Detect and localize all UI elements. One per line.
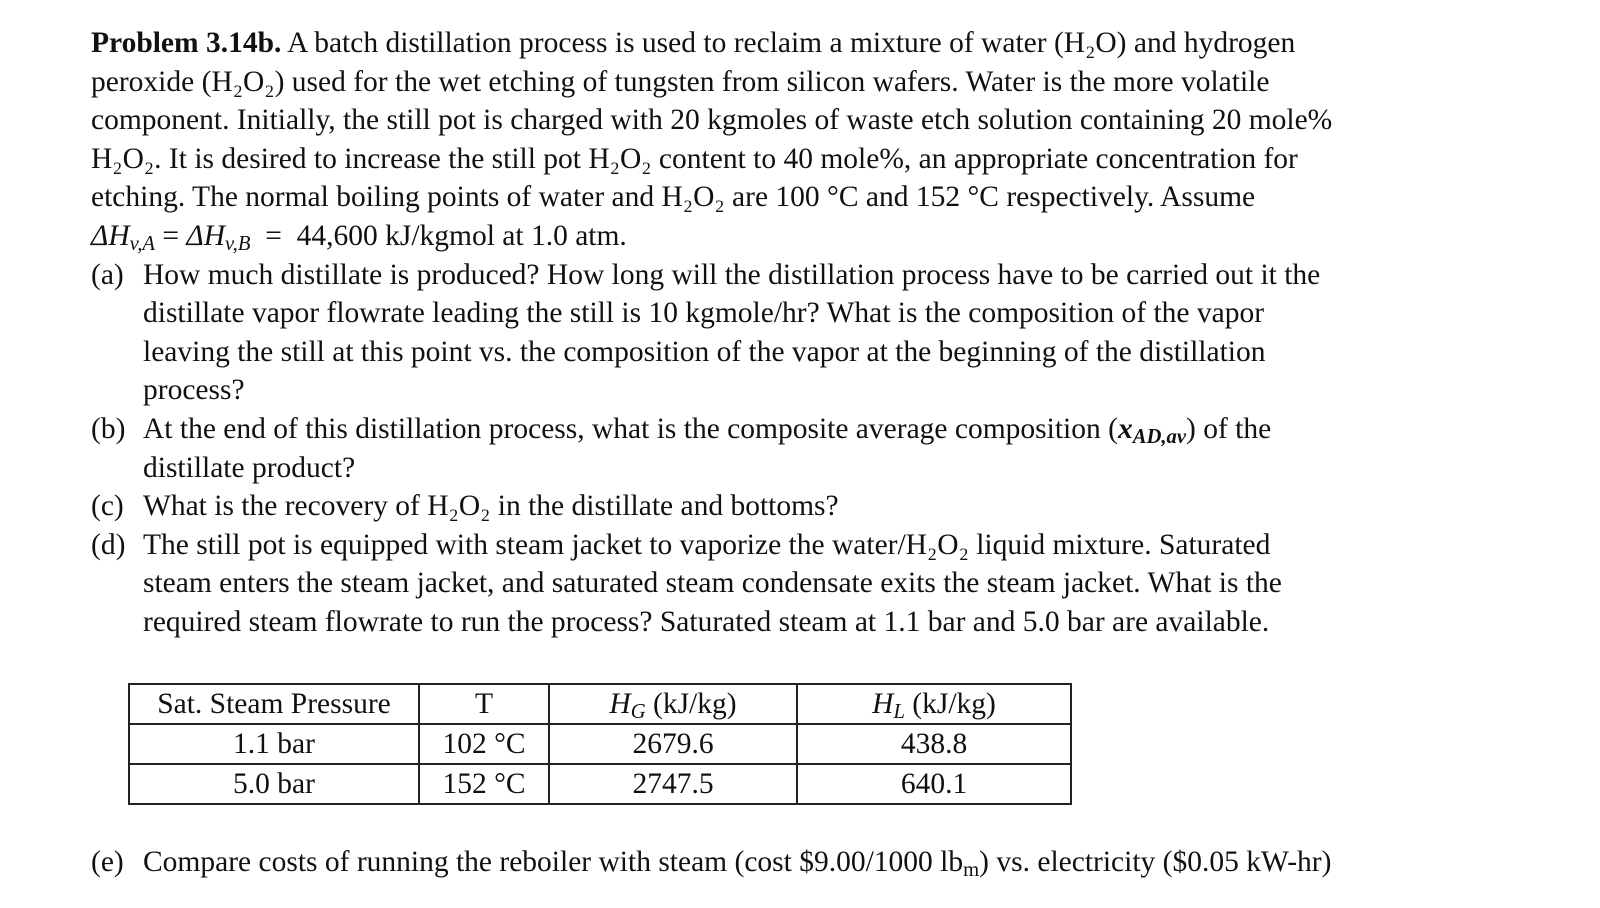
table-cell: 2747.5 [549,764,797,804]
delta-h-b-sub: v,B [225,233,251,256]
hg-unit: (kJ/kg) [645,688,737,720]
x-ad-av-symbol: x [1117,412,1133,445]
part-a-label: (a) [91,258,124,291]
part-b-pre: At the end of this distillation process, what is the composite average composition ( [143,412,1118,445]
x-ad-av-subscript: AD,av [1132,426,1187,449]
part-a-line: How much distillate is produced? How long will the distillation process have to be carried out it the [143,258,1321,291]
equals-2: = [250,219,297,252]
part-e-pre: Compare costs of running the reboiler with steam (cost $9.00/1000 lb [143,846,964,878]
part-d [91,526,1511,642]
problem-line-4: H₂O₂. It is desired to increase the still pot H₂O₂ content to 40 mole%, an appropriate concentration for [91,142,1298,175]
part-b-line [143,410,1271,449]
hg-sub: G [630,701,646,724]
part-b-line-2: distillate product? [143,451,356,484]
table-header-row [129,684,1071,724]
part-e-post: ) vs. electricity ($0.05 kW-hr) [979,846,1332,878]
table-row [129,724,1071,764]
hl-sub: L [893,701,905,724]
table-cell: 102 °C [419,724,549,764]
enthalpy-assumption [91,217,1511,256]
hg-symbol: H [609,688,631,720]
part-b-label: (b) [91,412,126,445]
table-cell: 5.0 bar [129,764,419,804]
part-b [91,410,1511,487]
header-hl [797,684,1071,724]
part-e [91,843,1331,881]
enthalpy-value: 44,600 kJ/kgmol at 1.0 atm. [296,219,627,252]
part-c-text: What is the recovery of H₂O₂ in the distillate and bottoms? [143,490,839,523]
steam-table [128,683,1072,805]
problem-line-text: A batch distillation process is used to reclaim a mixture of water (H₂O) and hydrogen [287,27,1296,59]
part-a-line: process? [143,374,245,407]
header-hg [549,684,797,724]
part-e-label: (e) [91,846,124,878]
table-row [129,764,1071,804]
part-e-text [143,843,1331,881]
problem-line-5: etching. The normal boiling points of water and H₂O₂ are 100 °C and 152 °C respectively. Assume [91,181,1256,214]
part-d-label: (d) [91,528,126,561]
part-b-post: ) of the [1186,412,1272,445]
part-a-line: leaving the still at this point vs. the composition of the vapor at the beginning of the distillation [143,335,1266,368]
part-c [91,487,1511,526]
problem-line-1 [91,24,1511,63]
table-cell: 152 °C [419,764,549,804]
hl-unit: (kJ/kg) [904,688,996,720]
delta-h-a: ΔH [91,219,130,252]
part-a [91,256,1511,410]
part-d-line: steam enters the steam jacket, and saturated steam condensate exits the steam jacket. What is the [143,567,1282,600]
delta-h-b: ΔH [186,219,226,252]
problem-title: Problem 3.14b. [91,27,282,59]
table-cell: 1.1 bar [129,724,419,764]
part-a-line: distillate vapor flowrate leading the still is 10 kgmole/hr? What is the composition of the vapor [143,297,1265,330]
hl-symbol: H [872,688,894,720]
delta-h-a-sub: v,A [129,233,156,256]
header-pressure: Sat. Steam Pressure [129,684,419,724]
table-cell: 640.1 [797,764,1071,804]
problem-text [91,24,1511,642]
problem-line-3: component. Initially, the still pot is charged with 20 kgmoles of waste etch solution containing 20 mole% [91,104,1333,137]
equals-1: = [155,219,187,252]
part-e-sub: m [963,859,980,882]
problem-line-2: peroxide (H₂O₂) used for the wet etching of tungsten from silicon wafers. Water is the more volatile [91,65,1270,98]
part-c-label: (c) [91,490,124,523]
part-d-line: The still pot is equipped with steam jacket to vaporize the water/H₂O₂ liquid mixture. Saturated [143,528,1271,561]
header-temperature: T [419,684,549,724]
table-cell: 438.8 [797,724,1071,764]
part-d-line: required steam flowrate to run the process? Saturated steam at 1.1 bar and 5.0 bar are available. [143,605,1270,638]
table-cell: 2679.6 [549,724,797,764]
